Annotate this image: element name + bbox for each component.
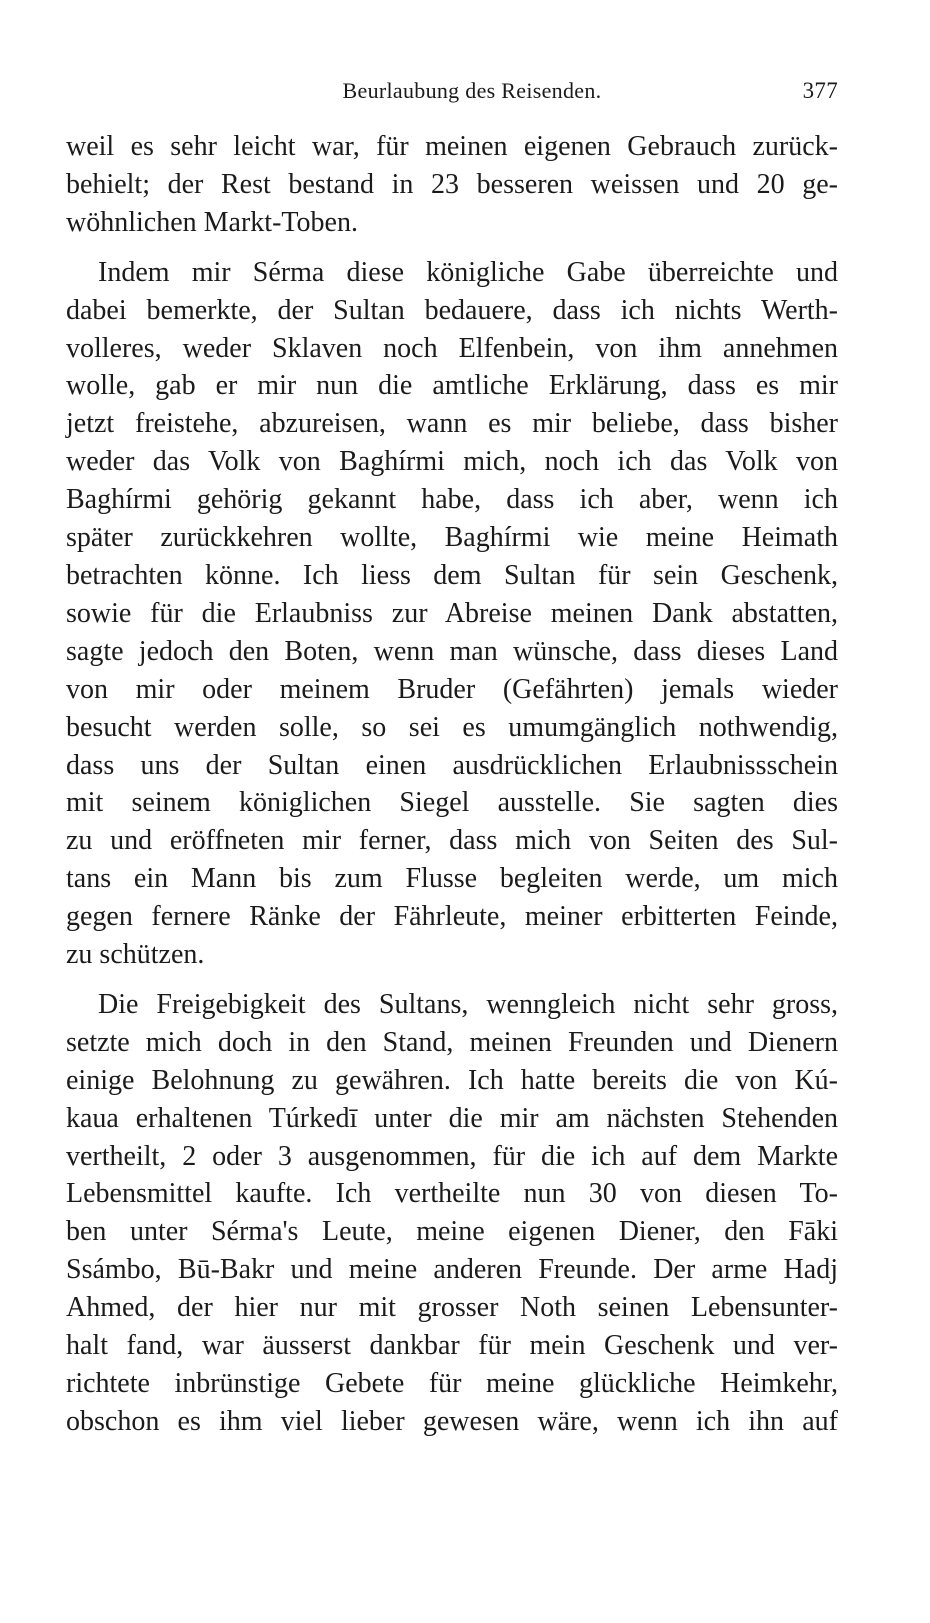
text-line: mit seinem königlichen Siegel ausstelle. Sie sagten dies	[66, 787, 838, 819]
text-line: jetzt freistehe, abzureisen, wann es mir beliebe, dass bisher	[66, 408, 838, 440]
text-line: Die Freigebigkeit des Sultans, wenngleich nicht sehr gross,	[98, 988, 838, 1020]
text-line: besucht werden solle, so sei es umumgänglich nothwendig,	[66, 711, 838, 743]
text-line: dass uns der Sultan einen ausdrücklichen Erlaubnissschein	[66, 749, 838, 781]
text-line: später zurückkehren wollte, Baghírmi wie meine Heimath	[66, 522, 838, 554]
text-line: sowie für die Erlaubniss zur Abreise meinen Dank abstatten,	[66, 597, 838, 629]
text-line: einige Belohnung zu gewähren. Ich hatte bereits die von Kú-	[66, 1064, 838, 1096]
text-line: von mir oder meinem Bruder (Gefährten) jemals wieder	[66, 673, 838, 705]
text-line: behielt; der Rest bestand in 23 besseren weissen und 20 ge-	[66, 168, 838, 200]
text-line: gegen fernere Ränke der Fährleute, meiner erbitterten Feinde,	[66, 901, 838, 933]
text-line: kaua erhaltenen Túrkedī unter die mir am nächsten Stehenden	[66, 1102, 838, 1134]
running-head	[66, 78, 838, 108]
text-line: halt fand, war äusserst dankbar für mein Geschenk und ver-	[66, 1330, 838, 1362]
text-line: volleres, weder Sklaven noch Elfenbein, von ihm annehmen	[66, 332, 838, 364]
paragraph-gap	[66, 974, 838, 986]
body-text	[66, 128, 838, 1441]
page-number: 377	[802, 78, 838, 103]
paragraph	[66, 128, 838, 242]
text-line: zu schützen.	[66, 939, 205, 971]
text-line: dabei bemerkte, der Sultan bedauere, dass ich nichts Werth-	[66, 294, 838, 326]
paragraph	[66, 986, 838, 1441]
text-line: vertheilt, 2 oder 3 ausgenommen, für die ich auf dem Markte	[66, 1140, 838, 1172]
text-line: setzte mich doch in den Stand, meinen Freunden und Dienern	[66, 1026, 838, 1058]
text-line: wolle, gab er mir nun die amtliche Erklärung, dass es mir	[66, 370, 838, 402]
text-line: Lebensmittel kaufte. Ich vertheilte nun 30 von diesen To-	[66, 1178, 838, 1210]
paragraph	[66, 254, 838, 974]
text-line: sagte jedoch den Boten, wenn man wünsche, dass dieses Land	[66, 635, 838, 667]
text-line: Ahmed, der hier nur mit grosser Noth seinen Lebensunter-	[66, 1292, 838, 1324]
text-line: betrachten könne. Ich liess dem Sultan für sein Geschenk,	[66, 559, 838, 591]
text-line: zu und eröffneten mir ferner, dass mich von Seiten des Sul-	[66, 825, 838, 857]
text-line: Baghírmi gehörig gekannt habe, dass ich aber, wenn ich	[66, 484, 838, 516]
text-line: richtete inbrünstige Gebete für meine glückliche Heimkehr,	[66, 1368, 838, 1399]
text-line: tans ein Mann bis zum Flusse begleiten werde, um mich	[66, 863, 838, 895]
text-line: wöhnlichen Markt-Toben.	[66, 206, 358, 238]
text-line: weil es sehr leicht war, für meinen eigenen Gebrauch zurück-	[66, 131, 838, 162]
text-line: ben unter Sérma's Leute, meine eigenen Diener, den Fāki	[66, 1216, 838, 1248]
text-line: obschon es ihm viel lieber gewesen wäre, wenn ich ihn auf	[66, 1405, 838, 1437]
paragraph-gap	[66, 242, 838, 254]
running-title: Beurlaubung des Reisenden.	[342, 78, 602, 103]
text-line: Ssámbo, Bū-Bakr und meine anderen Freunde. Der arme Hadj	[66, 1254, 838, 1286]
text-line: Indem mir Sérma diese königliche Gabe überreichte und	[98, 256, 838, 288]
text-line: weder das Volk von Baghírmi mich, noch ich das Volk von	[66, 446, 838, 478]
